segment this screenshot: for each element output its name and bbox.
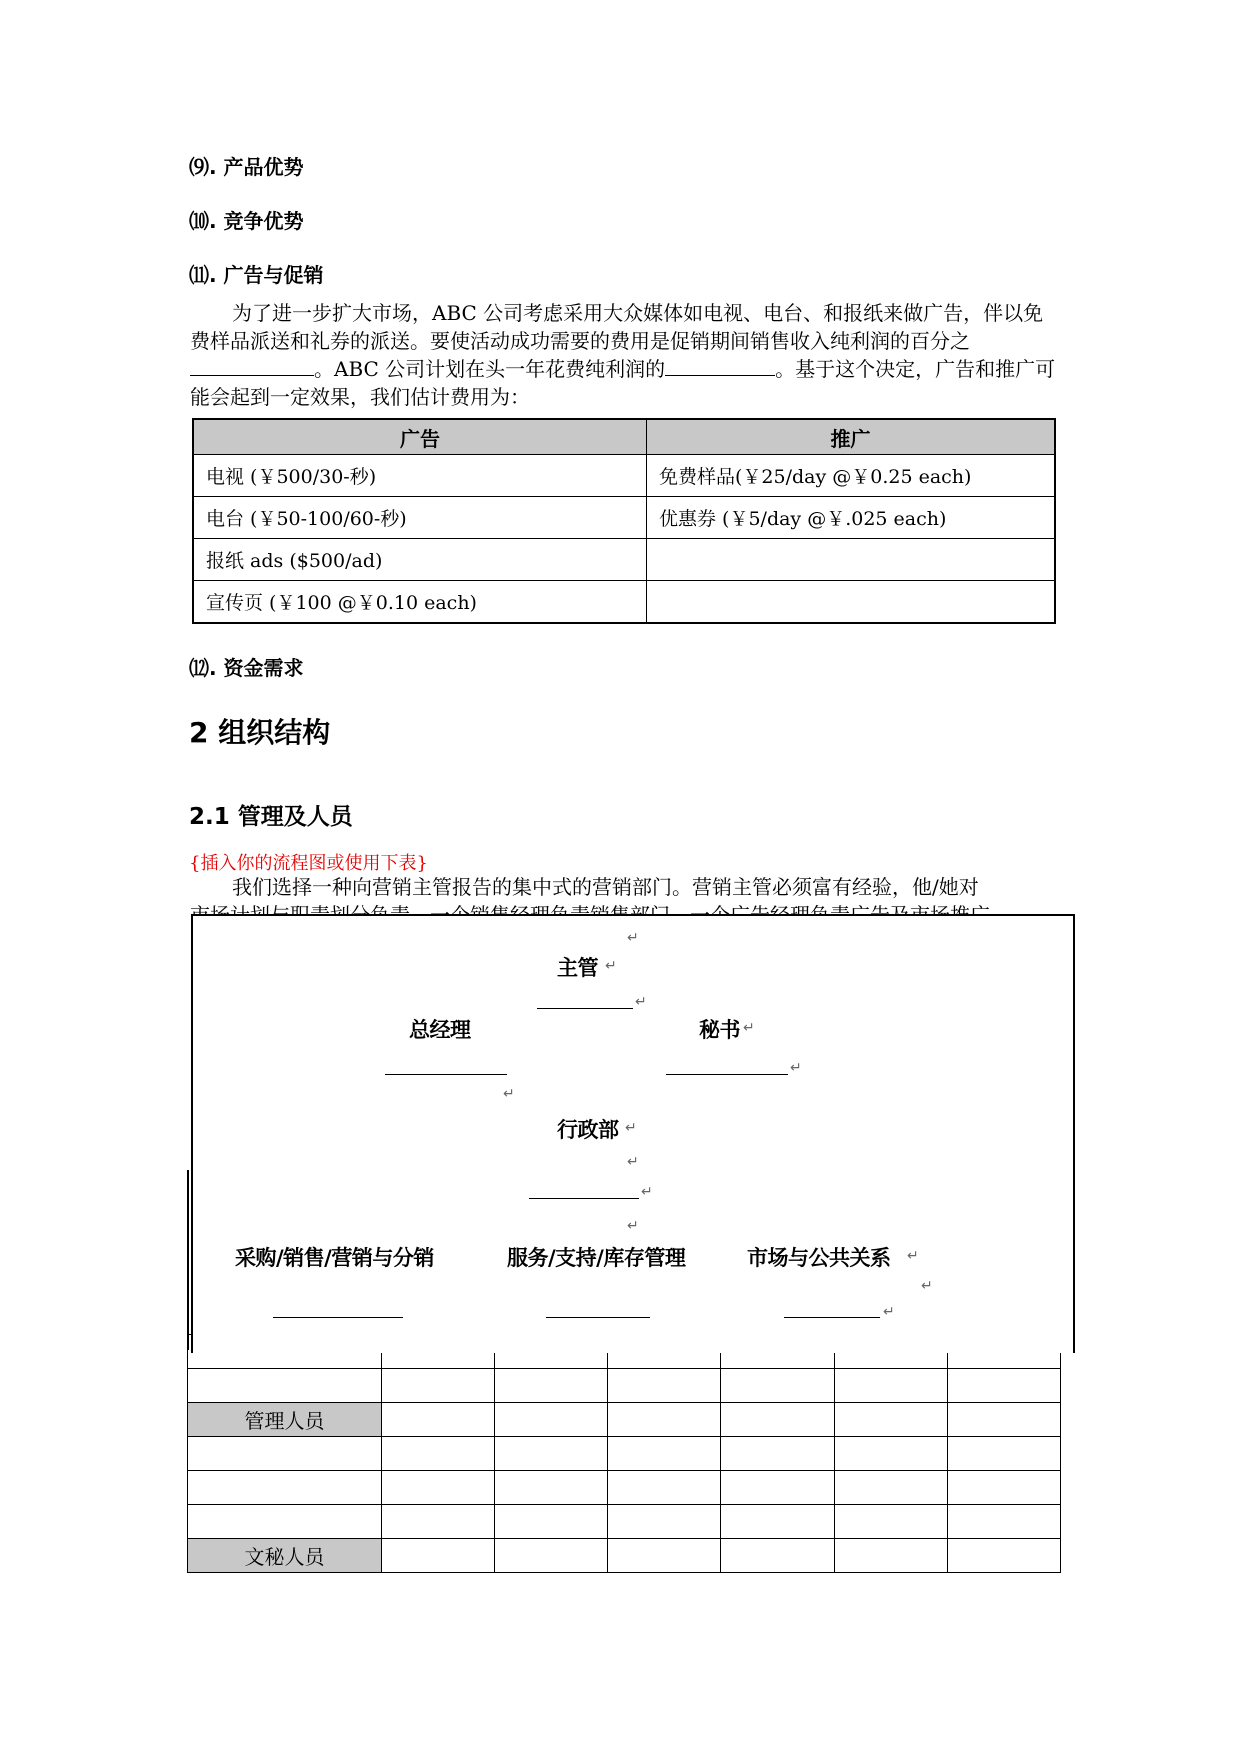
admin-line xyxy=(529,1198,639,1199)
promo-text-2: 。ABC 公司计划在头一年花费纯利润的 xyxy=(314,357,666,381)
label-management-staff: 管理人员 xyxy=(188,1403,382,1437)
return-mark: ↵ xyxy=(627,1218,639,1234)
return-mark: ↵ xyxy=(627,930,639,946)
cell-newspaper: 报纸 ads ($500/ad) xyxy=(193,539,647,581)
table-row xyxy=(188,1539,1061,1573)
cell-radio: 电台 (￥50-100/60-秒) xyxy=(193,497,647,539)
marketing-line xyxy=(784,1317,880,1318)
cell-free-samples: 免费样品(￥25/day @￥0.25 each) xyxy=(647,455,1056,497)
table-row xyxy=(188,1471,1061,1505)
node-director: 主管 xyxy=(557,956,598,980)
return-mark: ↵ xyxy=(790,1060,802,1076)
insert-note: {插入你的流程图或使用下表} xyxy=(189,853,428,874)
advertising-cost-table xyxy=(192,418,1056,624)
return-mark: ↵ xyxy=(625,1120,637,1136)
table-row xyxy=(188,1437,1061,1471)
org-chart xyxy=(191,914,1075,1353)
table-row xyxy=(188,1505,1061,1539)
cell-empty xyxy=(647,539,1056,581)
node-administration: 行政部 xyxy=(557,1118,619,1142)
node-general-manager: 总经理 xyxy=(409,1018,471,1042)
mgmt-line-1: 我们选择一种向营销主管报告的集中式的营销部门。营销主管必须富有经验，他/她对 xyxy=(232,875,979,899)
table-row xyxy=(193,455,1055,497)
promo-text-1: 为了进一步扩大市场，ABC 公司考虑采用大众媒体如电视、电台、和报纸来做广告，伴以免费样品派送和礼券的派送。要使活动成功需要的费用是促销期间销售收入纯利润的百分之 xyxy=(190,301,1044,353)
return-mark: ↵ xyxy=(907,1248,919,1264)
header-promotion: 推广 xyxy=(647,419,1056,455)
percent-blank[interactable] xyxy=(190,355,314,376)
cell-tv: 电视 (￥500/30-秒) xyxy=(193,455,647,497)
promo-paragraph xyxy=(190,299,1060,411)
promo-text-3: 。基于这个决定，广告和推广可能会起到一定效果，我们估计费用为： xyxy=(190,357,1056,409)
header-advertising: 广告 xyxy=(193,419,647,455)
node-purchasing-sales: 采购/销售/营销与分销 xyxy=(235,1246,434,1270)
node-secretary: 秘书 xyxy=(699,1018,740,1042)
heading-organization: 2 组织结构 xyxy=(189,716,331,749)
label-clerical-staff: 文秘人员 xyxy=(188,1539,382,1573)
return-mark: ↵ xyxy=(743,1020,755,1036)
section-11-heading: ⑾. 广告与促销 xyxy=(189,263,324,287)
table-edge xyxy=(187,1170,189,1350)
mgmt-paragraph xyxy=(190,873,1060,913)
return-mark: ↵ xyxy=(627,1154,639,1170)
table-row xyxy=(193,539,1055,581)
return-mark: ↵ xyxy=(503,1086,515,1102)
cell-flyer: 宣传页 (￥100 @￥0.10 each) xyxy=(193,581,647,624)
cell-empty xyxy=(647,581,1056,624)
secretary-line xyxy=(666,1074,788,1075)
service-line xyxy=(546,1317,650,1318)
director-line xyxy=(537,1008,633,1009)
section-9-heading: ⑼. 产品优势 xyxy=(189,155,304,179)
table-row xyxy=(188,1369,1061,1403)
cell-coupons: 优惠券 (￥5/day @￥.025 each) xyxy=(647,497,1056,539)
return-mark: ↵ xyxy=(883,1304,895,1320)
purchasing-line xyxy=(273,1317,403,1318)
table-row xyxy=(193,581,1055,624)
section-10-heading: ⑽. 竞争优势 xyxy=(189,209,304,233)
heading-management: 2.1 管理及人员 xyxy=(189,804,353,830)
return-mark: ↵ xyxy=(641,1184,653,1200)
return-mark: ↵ xyxy=(605,958,617,974)
staff-table xyxy=(187,1334,1061,1573)
gm-line xyxy=(385,1074,507,1075)
section-12-heading: ⑿. 资金需求 xyxy=(189,656,304,680)
return-mark: ↵ xyxy=(635,994,647,1010)
node-service-support: 服务/支持/库存管理 xyxy=(507,1246,686,1270)
table-row xyxy=(193,497,1055,539)
table-row xyxy=(188,1403,1061,1437)
profit-blank[interactable] xyxy=(665,355,775,376)
return-mark: ↵ xyxy=(921,1278,933,1294)
node-marketing-pr: 市场与公共关系 xyxy=(747,1246,891,1270)
